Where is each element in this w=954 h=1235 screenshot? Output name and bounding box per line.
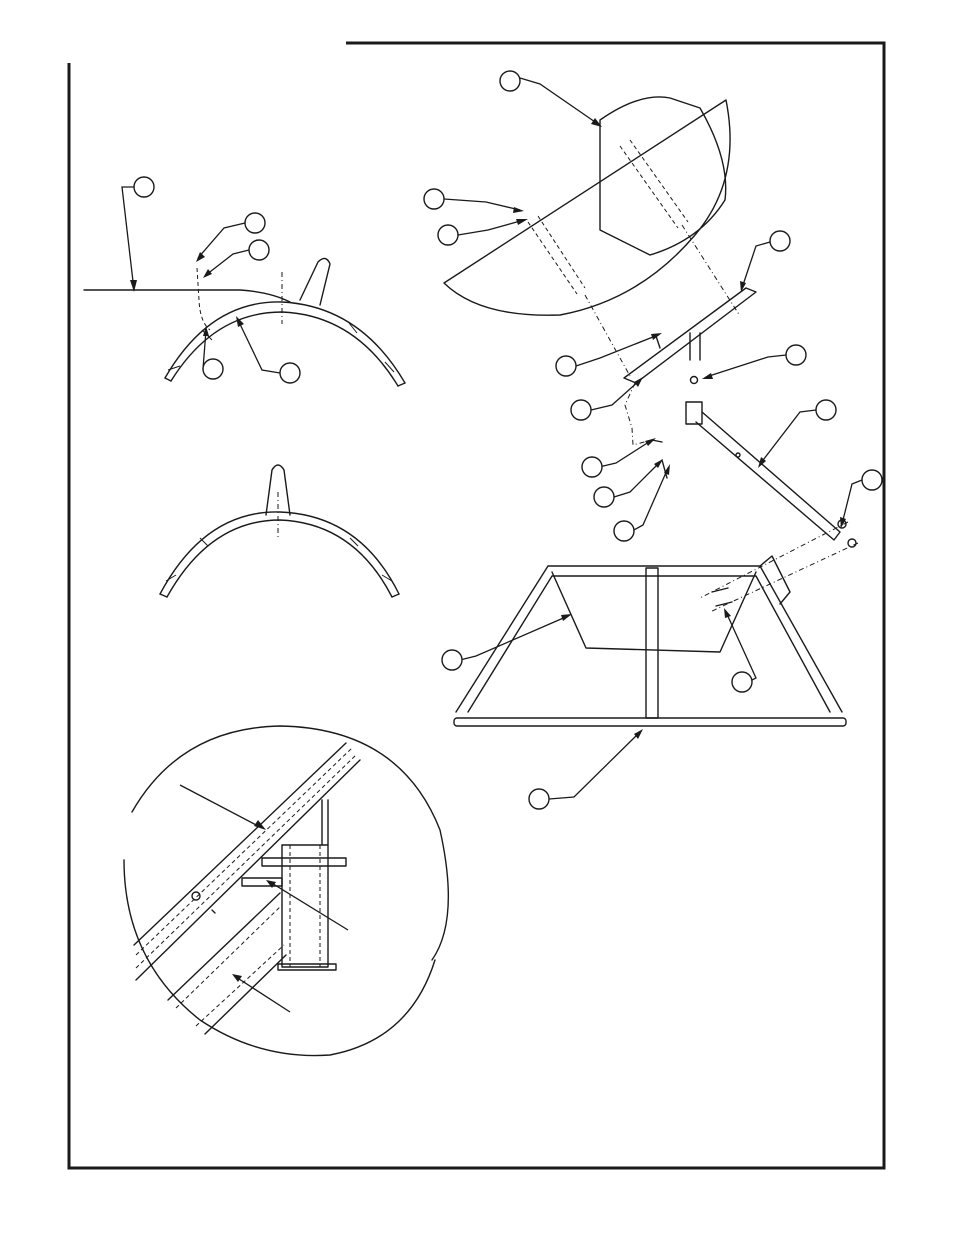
callout-bubble: [816, 400, 836, 420]
callout-bubble: [582, 457, 602, 477]
callout-bubble: [786, 345, 806, 365]
callout-bubble: [529, 789, 549, 809]
detail-circle-view: [124, 726, 448, 1056]
exploded-assembly-view: [444, 97, 858, 726]
callout-bubble: [249, 240, 269, 260]
callout-bubble: [556, 356, 576, 376]
callout-bubble: [594, 487, 614, 507]
callout-bubble: [442, 650, 462, 670]
callout-bubble: [203, 359, 223, 379]
callout-bubble: [500, 71, 520, 91]
callout-bubble: [438, 225, 458, 245]
callout-bubble: [770, 231, 790, 251]
callout-bubble: [571, 400, 591, 420]
callout-bubble: [424, 189, 444, 209]
callout-leaders: [122, 78, 862, 799]
callout-bubble: [245, 213, 265, 233]
callout-bubble: [732, 672, 752, 692]
fender-section-assembled: [160, 465, 399, 597]
callout-bubble: [862, 470, 882, 490]
callout-bubble: [614, 521, 634, 541]
page-frame: [69, 43, 884, 1168]
callout-bubble: [280, 363, 300, 383]
callout-bubble: [134, 177, 154, 197]
callout-bubbles: [134, 71, 882, 809]
